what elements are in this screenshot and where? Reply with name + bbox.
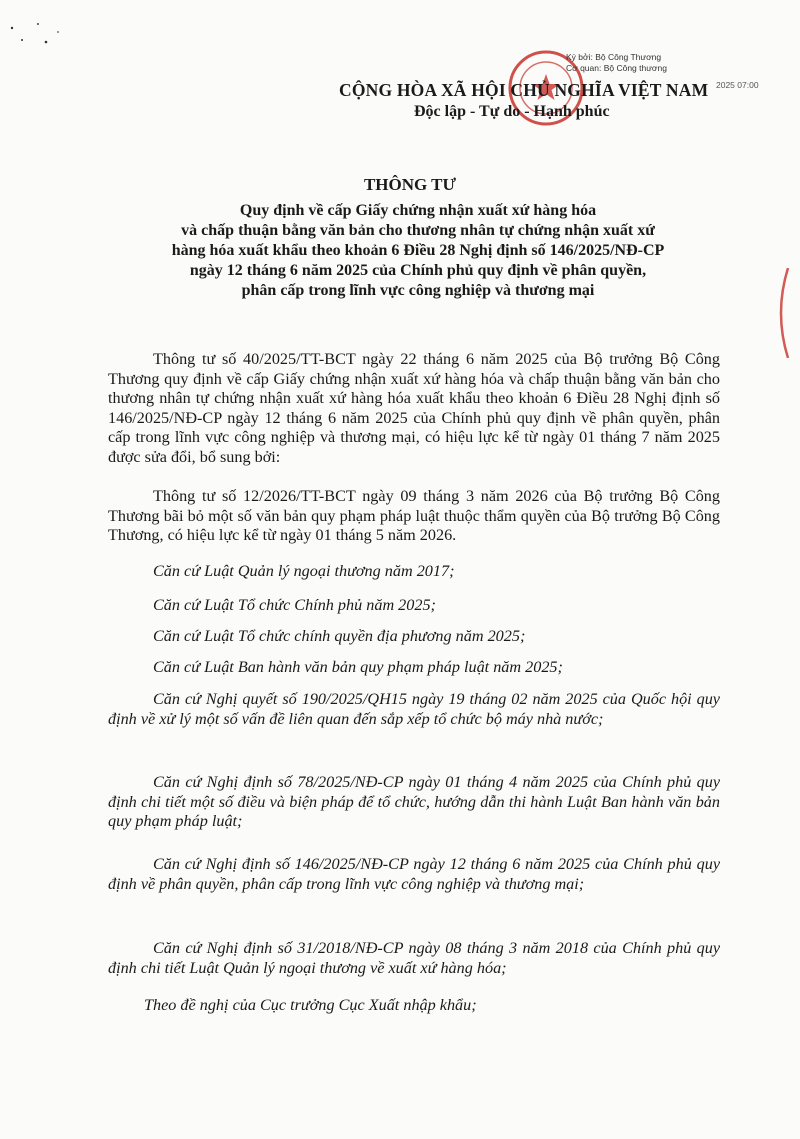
legal-basis-item: Căn cứ Nghị định số 78/2025/NĐ-CP ngày 01 tháng 4 năm 2025 của Chính phủ quy định chi tiết một số điều và biện pháp để tổ chức, hướng dẫn thi hành Luật Ban hành văn bản quy phạm pháp luật; bbox=[108, 773, 720, 830]
national-motto: Độc lập - Tự do - Hạnh phúc bbox=[414, 103, 610, 120]
legal-basis-item: Căn cứ Nghị định số 146/2025/NĐ-CP ngày 12 tháng 6 năm 2025 của Chính phủ quy định về phân quyền, phân cấp trong lĩnh vực công nghiệp và thương mại; bbox=[108, 855, 720, 893]
signature-agency: Cơ quan: Bộ Công thương bbox=[566, 62, 667, 73]
legal-basis-item: Căn cứ Luật Tổ chức chính quyền địa phương năm 2025; bbox=[153, 627, 526, 645]
legal-basis-item: Theo đề nghị của Cục trưởng Cục Xuất nhập khẩu; bbox=[144, 996, 477, 1014]
title-line: hàng hóa xuất khẩu theo khoản 6 Điều 28 Nghị định số 146/2025/NĐ-CP bbox=[171, 242, 665, 259]
title-line: ngày 12 tháng 6 năm 2025 của Chính phủ quy định về phân quyền, bbox=[189, 262, 647, 279]
amendment-text: Thông tư số 12/2026/TT-BCT ngày 09 tháng 3 năm 2026 của Bộ trưởng Bộ Công Thương bãi bỏ một số văn bản quy phạm pháp luật thuộc thẩm quyền của Bộ trưởng Bộ Công Thương, có hiệu lực kể từ ngày 01 tháng 5 năm 2026. bbox=[108, 487, 720, 544]
signature-time: 2025 07:00 bbox=[716, 80, 759, 90]
amendment-paragraph bbox=[108, 487, 720, 546]
legal-basis-item: Căn cứ Luật Quản lý ngoại thương năm 2017; bbox=[153, 562, 455, 580]
scan-specks bbox=[8, 18, 68, 48]
legal-basis-item: Căn cứ Luật Ban hành văn bản quy phạm pháp luật năm 2025; bbox=[153, 658, 563, 676]
seal-edge-mark bbox=[768, 268, 790, 358]
title-line: phân cấp trong lĩnh vực công nghiệp và thương mại bbox=[241, 282, 595, 299]
legal-basis-item: Căn cứ Luật Tổ chức Chính phủ năm 2025; bbox=[153, 596, 436, 614]
document-title bbox=[118, 201, 718, 301]
intro-paragraph bbox=[108, 350, 720, 467]
title-line: và chấp thuận bằng văn bản cho thương nhân tự chứng nhận xuất xứ bbox=[181, 222, 655, 239]
digital-signature bbox=[566, 52, 759, 90]
signature-signer: Ký bởi: Bộ Công Thương bbox=[566, 52, 662, 62]
document-type: THÔNG TƯ bbox=[363, 175, 457, 194]
intro-text: Thông tư số 40/2025/TT-BCT ngày 22 tháng 6 năm 2025 của Bộ trưởng Bộ Công Thương quy định về cấp Giấy chứng nhận xuất xứ hàng hóa và chấp thuận bằng văn bản cho thương nhân tự chứng nhận xuất xứ hàng hóa xuất khẩu theo khoản 6 Điều 28 Nghị định số 146/2025/NĐ-CP ngày 12 tháng 6 năm 2025 của Chính phủ quy định về phân quyền, phân cấp trong lĩnh vực công nghiệp và thương mại, có hiệu lực kể từ ngày 01 tháng 7 năm 2025 được sửa đổi, bổ sung bởi: bbox=[108, 350, 720, 466]
legal-basis-item: Căn cứ Nghị định số 31/2018/NĐ-CP ngày 08 tháng 3 năm 2018 của Chính phủ quy định chi tiết Luật Quản lý ngoại thương về xuất xứ hàng hóa; bbox=[108, 939, 720, 977]
nation-name: CỘNG HÒA XÃ HỘI CHỦ NGHĨA VIỆT NAM bbox=[339, 80, 709, 100]
legal-basis-item: Căn cứ Nghị quyết số 190/2025/QH15 ngày 19 tháng 02 năm 2025 của Quốc hội quy định về xử lý một số vấn đề liên quan đến sắp xếp tổ chức bộ máy nhà nước; bbox=[108, 690, 720, 728]
title-line: Quy định về cấp Giấy chứng nhận xuất xứ hàng hóa bbox=[239, 202, 597, 219]
